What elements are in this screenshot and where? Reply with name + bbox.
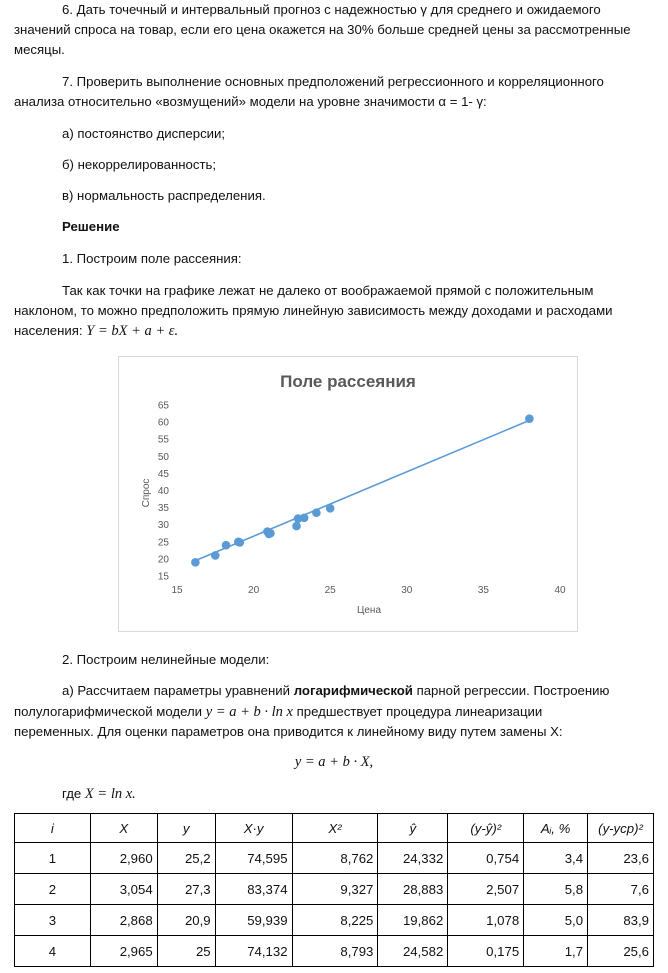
cell-dev-sq: 7,6: [588, 874, 654, 905]
x-tick-label: 40: [554, 585, 566, 596]
header-xy: X·y: [215, 814, 292, 843]
cell-i: 3: [15, 905, 91, 936]
header-i: i: [15, 814, 91, 843]
header-dev-sq: (y-yср)²: [588, 814, 654, 843]
substitution-formula: X = ln x.: [84, 786, 136, 802]
cell-x2: 8,225: [292, 905, 378, 936]
cell-yhat: 28,883: [378, 874, 448, 905]
cell-x: 3,054: [90, 874, 157, 905]
linear-model-formula: Y = bX + a + ε.: [86, 323, 179, 339]
cell-x: 2,868: [90, 905, 157, 936]
para-6-line1: 6. Дать точечный и интервальный прогноз с надежностью γ для среднего и ожидаемого: [62, 2, 601, 17]
y-tick-label: 40: [157, 486, 169, 497]
step-2: 2. Построим нелинейные модели:: [62, 652, 270, 667]
header-resid-sq: (y-ŷ)²: [448, 814, 524, 843]
cell-i: 4: [15, 936, 91, 967]
cell-ai: 5,8: [524, 874, 588, 905]
y-tick-label: 60: [157, 417, 169, 429]
a-line2-post: предшествует процедура линеаризации: [292, 704, 543, 719]
table-row: [15, 936, 654, 967]
data-point: [236, 538, 245, 547]
step-1: 1. Построим поле рассеяния:: [62, 251, 242, 266]
data-point: [211, 551, 220, 560]
cell-i: 2: [15, 874, 91, 905]
cell-resid-sq: 2,507: [448, 874, 524, 905]
item-b: б) некоррелированность;: [62, 157, 217, 172]
cell-resid-sq: 1,078: [448, 905, 524, 936]
table-row: [15, 843, 654, 874]
data-point: [525, 414, 534, 423]
desc-line1: Так как точки на графике лежат не далеко от воображаемой прямой с положительным: [62, 283, 594, 298]
a-line1-bold: логарифмической: [293, 683, 413, 698]
trend-line: [195, 420, 529, 560]
chart-svg: [119, 357, 579, 633]
x-tick-label: 15: [171, 585, 183, 596]
cell-dev-sq: 83,9: [588, 905, 654, 936]
data-point: [300, 514, 309, 523]
x-tick-label: 25: [324, 585, 336, 596]
cell-yhat: 24,332: [378, 843, 448, 874]
table-row: [15, 874, 654, 905]
x-tick-label: 20: [248, 585, 260, 596]
y-tick-label: 65: [157, 400, 169, 412]
x-tick-label: 35: [477, 585, 489, 596]
cell-i: 1: [15, 843, 91, 874]
y-tick-label: 50: [157, 451, 169, 463]
y-tick-label: 55: [157, 434, 169, 446]
cell-resid-sq: 0,175: [448, 936, 524, 967]
data-point: [326, 504, 335, 513]
linearized-formula: y = a + b · X,: [294, 754, 374, 770]
para-7-line1: 7. Проверить выполнение основных предположений регрессионного и корреляционного: [62, 74, 604, 89]
item-c: в) нормальность распределения.: [62, 188, 266, 203]
cell-y: 25: [157, 936, 215, 967]
cell-ai: 1,7: [524, 936, 588, 967]
cell-ai: 3,4: [524, 843, 588, 874]
y-tick-label: 30: [157, 520, 169, 532]
y-tick-label: 15: [157, 571, 169, 583]
data-point: [292, 522, 301, 531]
cell-y: 25,2: [157, 843, 215, 874]
scatter-chart: [118, 356, 578, 632]
header-x2: X²: [292, 814, 378, 843]
cell-x: 2,965: [90, 936, 157, 967]
table-header-row: [15, 814, 654, 843]
header-x: X: [90, 814, 157, 843]
para-6-line3: месяцы.: [14, 42, 65, 57]
semilog-formula: y = a + b · ln x: [205, 704, 293, 720]
data-point: [191, 558, 200, 567]
a-line1-pre: а) Рассчитаем параметры уравнений: [62, 683, 294, 698]
cell-yhat: 24,582: [378, 936, 448, 967]
where-line: [14, 784, 654, 805]
cell-yhat: 19,862: [378, 905, 448, 936]
desc-line3-text: населения:: [14, 323, 87, 338]
desc-line2: наклоном, то можно предположить прямую линейную зависимость между доходами и расходами: [14, 303, 613, 318]
data-point: [266, 529, 275, 538]
cell-xy: 74,595: [215, 843, 292, 874]
a-line2: [14, 702, 654, 723]
y-tick-label: 20: [157, 554, 169, 566]
desc-line3: [14, 321, 654, 342]
cell-x2: 8,762: [292, 843, 378, 874]
solution-heading: Решение: [62, 219, 120, 234]
table-row: [15, 905, 654, 936]
y-tick-label: 45: [157, 468, 169, 480]
a-line1: [14, 681, 654, 702]
para-7-line2: анализа относительно «возмущений» модели на уровне значимости α = 1- γ:: [14, 94, 487, 109]
a-line2-pre: полулогарифмической модели: [14, 704, 206, 719]
data-point: [312, 508, 321, 517]
cell-xy: 74,132: [215, 936, 292, 967]
header-ai: Aᵢ, %: [524, 814, 588, 843]
cell-dev-sq: 23,6: [588, 843, 654, 874]
y-tick-label: 25: [157, 537, 169, 549]
cell-ai: 5,0: [524, 905, 588, 936]
cell-y: 27,3: [157, 874, 215, 905]
data-point: [222, 541, 231, 550]
cell-dev-sq: 25,6: [588, 936, 654, 967]
cell-xy: 83,374: [215, 874, 292, 905]
cell-x2: 8,793: [292, 936, 378, 967]
header-yhat: ŷ: [378, 814, 448, 843]
chart-title: Поле рассеяния: [280, 372, 416, 391]
a-line3: переменных. Для оценки параметров она приводится к линейному виду путем замены X:: [14, 724, 563, 739]
where-pre: где: [62, 786, 85, 801]
cell-xy: 59,939: [215, 905, 292, 936]
x-axis-label: Цена: [356, 605, 382, 616]
x-tick-label: 30: [401, 585, 413, 596]
regression-table: [14, 813, 654, 967]
para-6-line2: значений спроса на товар, если его цена окажется на 30% больше средней цены за рассмотренные: [14, 22, 631, 37]
cell-y: 20,9: [157, 905, 215, 936]
header-y: y: [157, 814, 215, 843]
y-tick-label: 35: [157, 503, 169, 515]
cell-x2: 9,327: [292, 874, 378, 905]
y-axis-label: Спрос: [141, 478, 152, 508]
cell-x: 2,960: [90, 843, 157, 874]
item-a: а) постоянство дисперсии;: [62, 126, 226, 141]
cell-resid-sq: 0,754: [448, 843, 524, 874]
a-line1-post: парной регрессии. Построению: [412, 683, 610, 698]
